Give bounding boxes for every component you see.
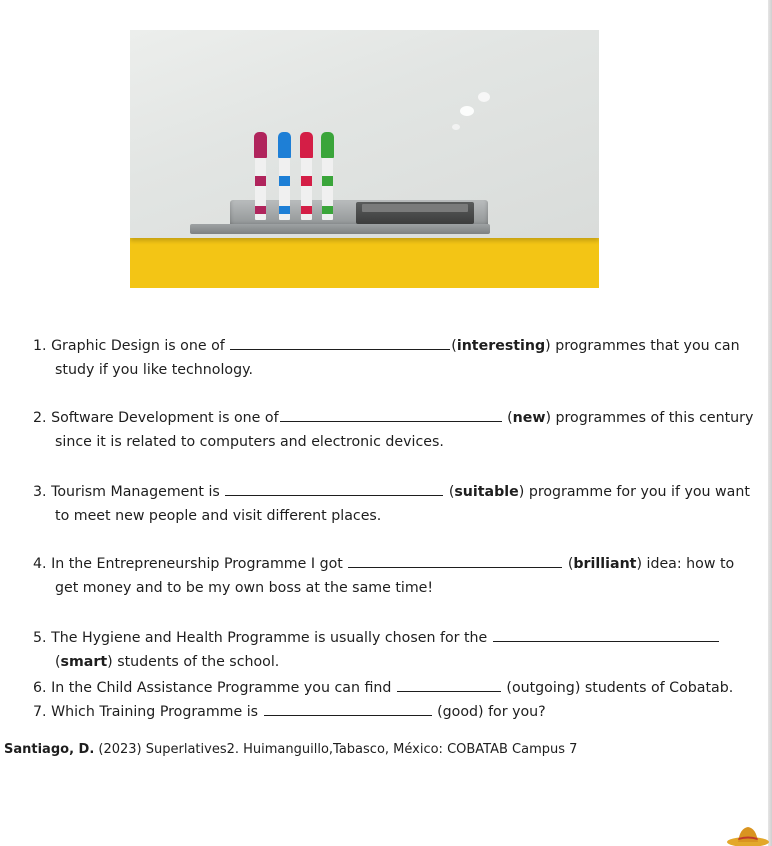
whiteboard-photo: [130, 30, 599, 288]
answer-blank[interactable]: [225, 482, 443, 496]
question-number: 3.: [33, 484, 47, 500]
question-2: 2. Software Development is one of ( new ) programmes of this century since it is related to computers and electronic devices.: [33, 406, 753, 430]
answer-blank[interactable]: [348, 554, 562, 568]
question-7: 7. Which Training Programme is ( good ) for you?: [33, 700, 546, 724]
answer-blank[interactable]: [397, 678, 501, 692]
question-number: 2.: [33, 410, 47, 426]
question-text: The Hygiene and Health Programme is usually chosen for the: [51, 630, 488, 646]
question-text-after: programme for you if you want: [528, 484, 750, 500]
question-continuation: (smart) students of the school.: [55, 654, 280, 670]
question-continuation: get money and to be my own boss at the same time!: [55, 580, 434, 596]
adjective-hint: brilliant: [573, 556, 637, 572]
citation-details: (2023) Superlatives2. Huimanguillo,Tabasco, México: COBATAB Campus 7: [98, 742, 578, 757]
question-number: 5.: [33, 630, 47, 646]
marker-2: [278, 132, 291, 224]
marker-1: [254, 132, 267, 224]
citation-author: Santiago, D.: [4, 742, 95, 757]
question-5: [33, 626, 720, 670]
tray-lip: [190, 224, 490, 234]
answer-blank[interactable]: [280, 408, 502, 422]
question-3: 3. Tourism Management is ( suitable ) programme for you if you want to meet new people and visit different places.: [33, 480, 750, 504]
question-number: 7.: [33, 704, 47, 720]
question-number: 6.: [33, 680, 47, 696]
sombrero-icon: [726, 824, 770, 846]
answer-blank[interactable]: [230, 336, 450, 350]
question-text: Which Training Programme is: [51, 704, 259, 720]
question-text-after: programmes of this century: [555, 410, 754, 426]
light-reflection: [452, 124, 460, 130]
page-edge-shadow: [768, 0, 772, 846]
light-reflection: [460, 106, 474, 116]
question-text-after: programmes that you can: [555, 338, 740, 354]
source-citation: [4, 742, 577, 757]
adjective-hint: interesting: [456, 338, 546, 354]
eraser-felt: [362, 204, 468, 212]
question-text: Software Development is one of: [51, 410, 279, 426]
adjective-hint: new: [512, 410, 546, 426]
question-4: 4. In the Entrepreneurship Programme I got ( brilliant ) idea: how to get money and to be my own boss at the same time!: [33, 552, 734, 576]
question-text: In the Child Assistance Programme you can find: [51, 680, 392, 696]
question-text-after: for you?: [488, 704, 546, 720]
question-text: In the Entrepreneurship Programme I got: [51, 556, 343, 572]
adjective-hint: good: [442, 704, 479, 720]
question-text: Graphic Design is one of: [51, 338, 225, 354]
question-number: 4.: [33, 556, 47, 572]
question-text-after: students of the school.: [117, 654, 280, 670]
question-1: 1. Graphic Design is one of ( interesting ) programmes that you can study if you like technology.: [33, 334, 740, 358]
question-6: 6. In the Child Assistance Programme you can find ( outgoing ) students of Cobatab.: [33, 676, 733, 700]
adjective-hint: smart: [60, 654, 108, 670]
question-number: 1.: [33, 338, 47, 354]
adjective-hint: suitable: [454, 484, 519, 500]
light-reflection: [478, 92, 490, 102]
adjective-hint: outgoing: [511, 680, 575, 696]
answer-blank[interactable]: [493, 628, 719, 642]
marker-4: [321, 132, 334, 224]
question-text-after: idea: how to: [646, 556, 735, 572]
question-text: Tourism Management is: [51, 484, 220, 500]
marker-3: [300, 132, 313, 224]
question-continuation: to meet new people and visit different places.: [55, 508, 382, 524]
question-continuation: since it is related to computers and electronic devices.: [55, 434, 444, 450]
question-text-after: students of Cobatab.: [584, 680, 734, 696]
question-continuation: study if you like technology.: [55, 362, 253, 378]
answer-blank[interactable]: [264, 702, 432, 716]
